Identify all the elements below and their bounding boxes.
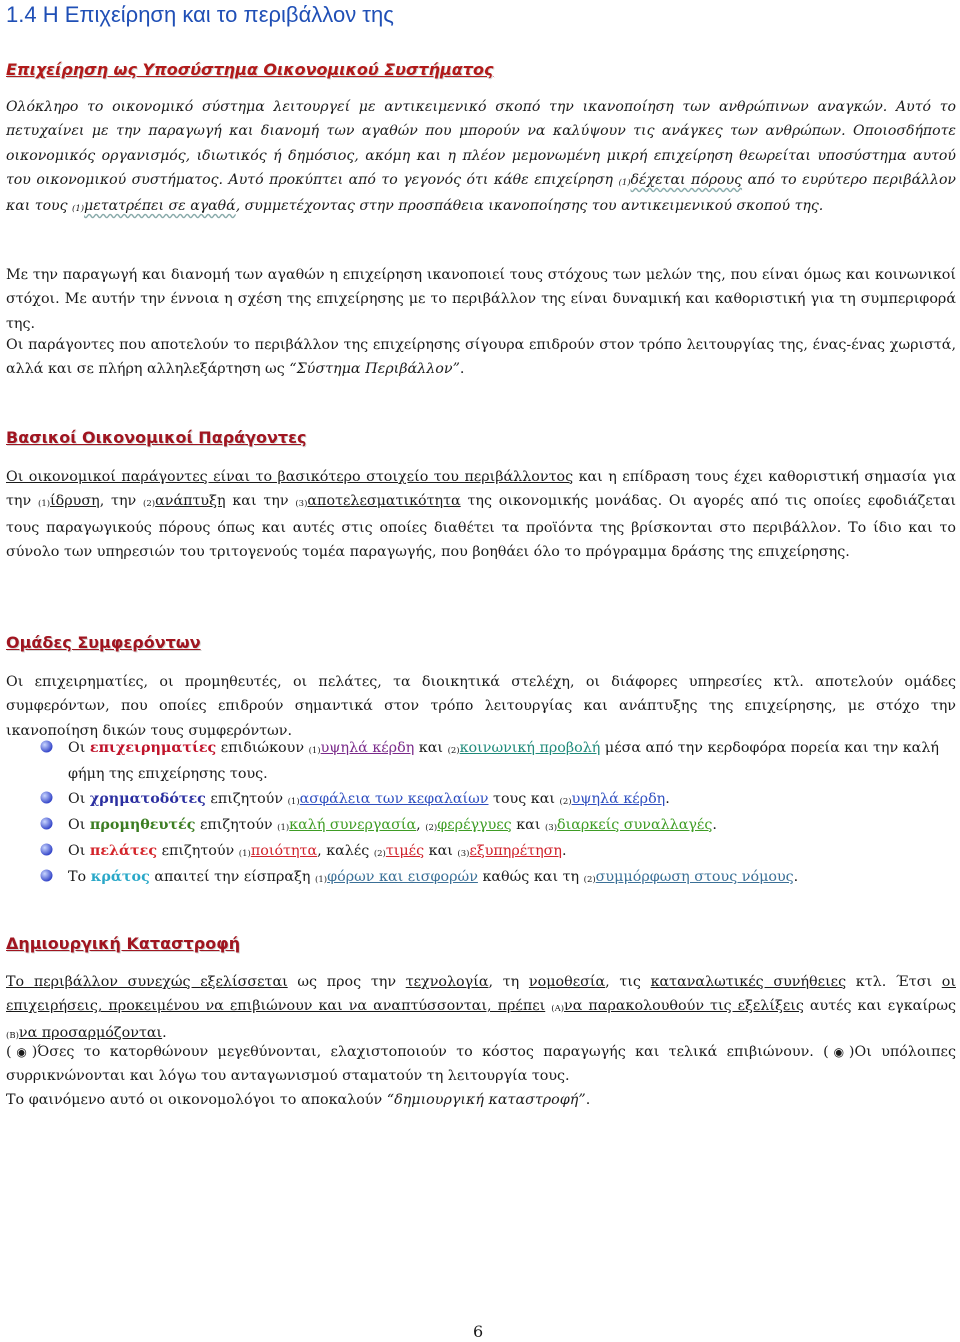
- paragraph-interest-groups: Οι επιχειρηματίες, οι προμηθευτές, οι πελάτες, τα διοικητικά στελέχη, οι διάφορες υπηρεσίες κτλ. αποτελούν ομάδες συμφερόντων, που οποίες επιδρούν σημαντικά στον τρόπο λειτουργίας και ανάπτυξης της επιχείρησης, με στόχο την ικανοποίηση δικών τους συμφερόντων.: [6, 674, 956, 739]
- section-heading-creative-destruction: Δημιουργική Καταστροφή: [6, 934, 241, 953]
- bullet-disc-icon: [40, 843, 53, 856]
- paragraph-subsystem-3: Οι παράγοντες που αποτελούν το περιβάλλον της επιχείρησης σίγουρα επιδρούν στον τρόπο λειτουργίας της, ένας-ένας χωριστά, αλλά και σε πλήρη αλληλεξάρτηση ως “Σύστημα Περιβάλλον”.: [6, 337, 956, 378]
- list-item-financiers: Οι χρηματοδότες επιζητούν (1)ασφάλεια των κεφαλαίων τους και (2)υψηλά κέρδη.: [6, 787, 956, 813]
- bullet-disc-icon: [40, 791, 53, 804]
- list-item-suppliers: Οι προμηθευτές επιζητούν (1)καλή συνεργασία, (2)φερέγγυες και (3)διαρκείς συναλλαγές.: [6, 813, 956, 839]
- bullet-disc-icon: [40, 869, 53, 882]
- list-item-customers: Οι πελάτες επιζητούν (1)ποιότητα, καλές (2)τιμές και (3)εξυπηρέτηση.: [6, 839, 956, 865]
- circled-dot-icon: ◉: [11, 1045, 32, 1059]
- paragraph-subsystem-1: Ολόκληρο το οικονομικό σύστημα λειτουργεί με αντικειμενικό σκοπό την ικανοποίηση των ανθρώπινων αναγκών. Αυτό το πετυχαίνει με την παραγωγή και διανομή των αγαθών που μπορούν να καλύψουν τις ανάγκες των ανθρώπων. Οποιοσδήποτε οικονομικός οργανισμός, ιδιωτικός ή δημόσιος, ακόμη και η πλέον μεμονωμένη μικρή επιχείρηση θεωρείται υποσύστημα αυτού του οικονομικού συστήματος. Αυτό προκύπτει από το γεγονός ότι κάθε επιχείρηση (1)δέχεται πόρους από το ευρύτερο περιβάλλον και τους (1)μετατρέπει σε αγαθά, συμμετέχοντας στην προσπάθεια ικανοποίησης του αντικειμενικού σκοπού της.: [6, 99, 956, 215]
- list-item-entrepreneurs: Οι επιχειρηματίες επιδιώκουν (1)υψηλά κέρδη και (2)κοινωνική προβολή μέσα από την κερδοφόρα πορεία και την καλή φήμη της επιχείρησης τους.: [6, 736, 956, 787]
- section-heading-subsystem: Επιχείρηση ως Υποσύστημα Οικονομικού Συστήματος: [6, 60, 494, 79]
- section-heading-interest-groups: Ομάδες Συμφερόντων: [6, 633, 201, 652]
- paragraph-creative-destruction-1: Το περιβάλλον συνεχώς εξελίσσεται ως προς την τεχνολογία, τη νομοθεσία, τις καταναλωτικές συνήθειες κτλ. Έτσι οι επιχειρήσεις, προκειμένου να επιβιώνουν και να αναπτύσσονται, πρέπει (A)να παρακολουθούν τις εξελίξεις αυτές και εγκαίρως (B)να προσαρμόζονται.: [6, 974, 956, 1041]
- chapter-title: 1.4 Η Επιχείρηση και το περιβάλλον της: [6, 2, 394, 27]
- paragraph-economic-factors: Οι οικονομικοί παράγοντες είναι το βασικότερο στοιχείο του περιβάλλοντος και η επίδραση τους έχει καθοριστική σημασία για την (1)ίδρυση, την (2)ανάπτυξη και την (3)αποτελεσματικότητα της οικονομικής μονάδας. Οι αγορές από τις οποίες εφοδιάζεται τους παραγωγικούς πόρους όπως και αυτές στις οποίες διαθέτει τα προϊόντα της βρίσκονται στο περιβάλλον. Το ίδιο και το σύνολο των υπηρεσιών του τριτογενούς τομέα παραγωγής, που βοηθάει όλο το πρόγραμμα δράσης της επιχείρησης.: [6, 469, 957, 560]
- paragraph-creative-destruction-3: Το φαινόμενο αυτό οι οικονομολόγοι το αποκαλούν “δημιουργική καταστροφή”.: [6, 1092, 591, 1108]
- bullet-disc-icon: [40, 817, 53, 830]
- list-item-state: Το κράτος απαιτεί την είσπραξη (1)φόρων και εισφορών καθώς και τη (2)συμμόρφωση στους νόμους.: [6, 865, 956, 891]
- paragraph-creative-destruction-2: (◉)Όσες το κατορθώνουν μεγεθύνονται, ελαχιστοποιούν το κόστος παραγωγής και τελικά επιβιώνουν. (◉)Οι υπόλοιπες συρρικνώνονται και λόγω του ανταγωνισμού σταματούν τη λειτουργία τους.: [6, 1044, 956, 1085]
- bullet-disc-icon: [40, 740, 53, 753]
- section-heading-economic-factors: Βασικοί Οικονομικοί Παράγοντες: [6, 428, 307, 447]
- interest-groups-list: [6, 736, 956, 892]
- page-number: 6: [473, 1322, 484, 1341]
- circled-dot-icon: ◉: [828, 1045, 849, 1059]
- paragraph-subsystem-2: Με την παραγωγή και διανομή των αγαθών η επιχείρηση ικανοποιεί τους στόχους των μελών της, που είναι όμως και κοινωνικοί στόχοι. Με αυτήν την έννοια η σχέση της επιχείρησης με το περιβάλλον της είναι δυναμική και καθοριστική για τη συμπεριφορά της.: [6, 267, 956, 332]
